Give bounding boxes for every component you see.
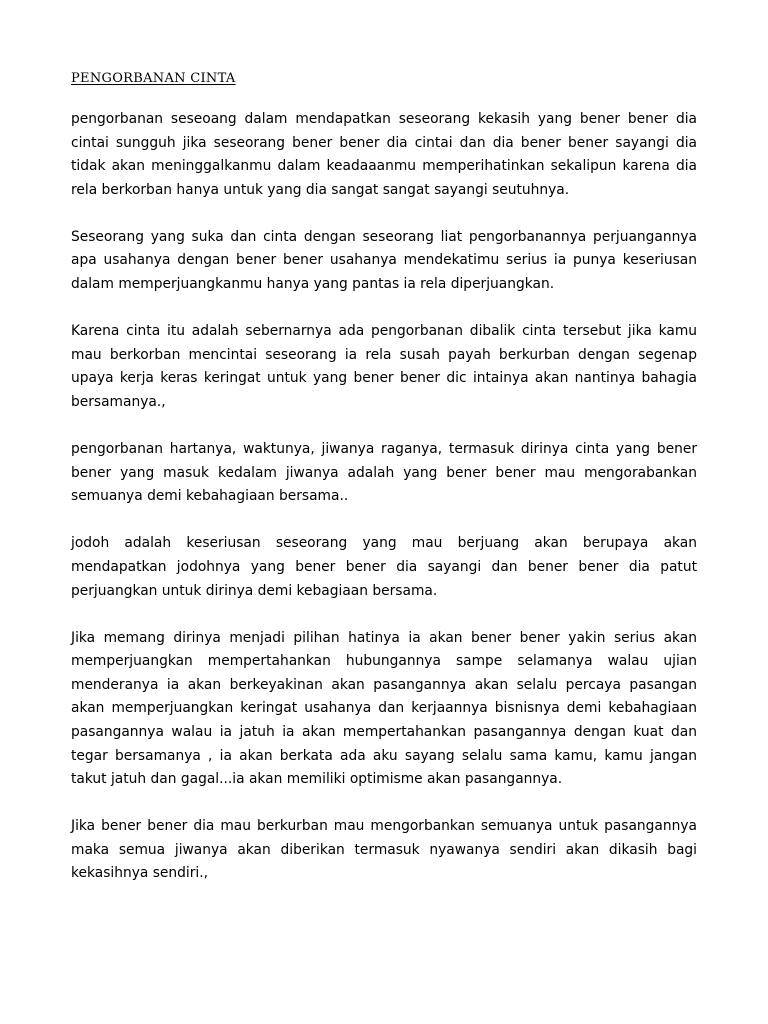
paragraph: Karena cinta itu adalah sebernarnya ada pengorbanan dibalik cinta tersebut jika kamu mau berkorban mencintai seseorang ia rela susah payah berkurban dengan segenap upaya kerja keras keringat untuk yang bener bener dic intainya akan nantinya bahagia bersamanya., <box>71 323 697 410</box>
paragraph: pengorbanan seseoang dalam mendapatkan seseorang kekasih yang bener bener dia cintai sungguh jika seseorang bener bener dia cintai dan dia bener bener sayangi dia tidak akan meninggalkanmu dalam keadaaanmu memperihatinkan sekalipun karena dia rela berkorban hanya untuk yang dia sangat sangat sayangi seutuhnya. <box>71 111 697 198</box>
document-title: PENGORBANAN CINTA <box>71 71 236 86</box>
paragraph: jodoh adalah keseriusan seseorang yang mau berjuang akan berupaya akan mendapatkan jodohnya yang bener bener dia sayangi dan bener bener dia patut perjuangkan untuk dirinya demi kebagiaan bersama. <box>71 535 697 599</box>
paragraph: pengorbanan hartanya, waktunya, jiwanya raganya, termasuk dirinya cinta yang bener bener yang masuk kedalam jiwanya adalah yang bener bener mau mengorabankan semuanya demi kebahagiaan bersama.. <box>71 441 697 505</box>
paragraph: Seseorang yang suka dan cinta dengan seseorang liat pengorbanannya perjuangannya apa usahanya dengan bener bener usahanya mendekatimu serius ia punya keseriusan dalam memperjuangkanmu hanya yang pantas ia rela diperjuangkan. <box>71 228 697 293</box>
paragraph: Jika memang dirinya menjadi pilihan hatinya ia akan bener bener yakin serius akan memperjuangkan mempertahankan hubungannya sampe selamanya walau ujian menderanya ia akan berkeyakinan akan pasangannya akan selalu percaya pasangan akan memperjuangkan keringat usahanya dan kerjaannya bisnisnya demi kebahagiaan pasangannya walau ia jatuh ia akan mempertahankan pasangannya dengan kuat dan tegar bersamanya , ia akan berkata ada aku sayang selalu sama kamu, kamu jangan takut jatuh dan gagal...ia akan memiliki optimisme akan pasangannya. <box>71 629 697 788</box>
paragraph: Jika bener bener dia mau berkurban mau mengorbankan semuanya untuk pasangannya maka semua jiwanya akan diberikan termasuk nyawanya sendiri akan dikasih bagi kekasihnya sendiri., <box>71 818 697 882</box>
document-body <box>71 108 697 886</box>
